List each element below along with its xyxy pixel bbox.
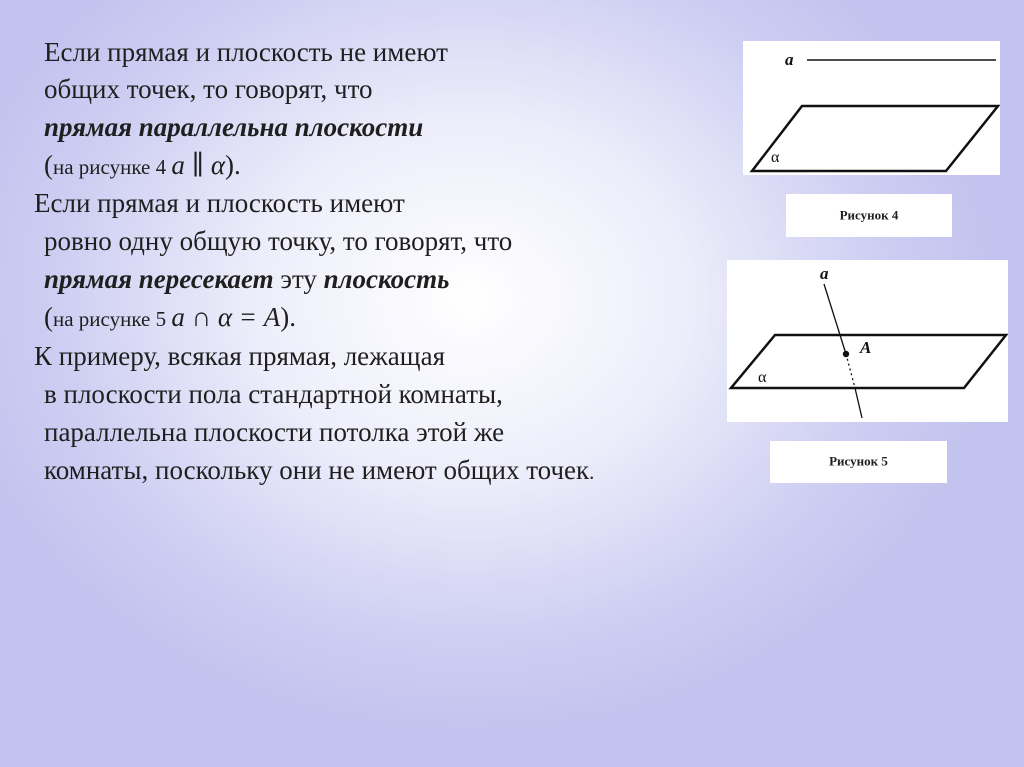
point-A-label: A: [860, 338, 872, 357]
p2-line4: [44, 300, 296, 336]
figure-5-caption-text: Рисунок 5: [829, 453, 888, 469]
p3-line3: параллельна плоскости потолка этой же: [44, 417, 505, 447]
figure-4-drawing: [743, 41, 1000, 175]
figure-4-caption: [786, 194, 952, 237]
figure-4-caption-text: Рисунок 4: [839, 207, 899, 223]
plane-alpha-label: α: [771, 149, 780, 166]
p2-formula: a ∩ α = A: [171, 302, 281, 332]
p1-line2: общих точек, то говорят, что: [44, 74, 373, 104]
figure-5-caption: [770, 441, 947, 483]
p2-mid-text: эту: [273, 264, 324, 294]
line-a-label: a: [785, 50, 794, 69]
p2-plane-word: плоскость: [323, 264, 450, 294]
line-a-label: a: [820, 264, 829, 283]
p1-figure-ref: на рисунке 4: [53, 155, 172, 179]
p3-line2: в плоскости пола стандартной комнаты,: [44, 379, 503, 409]
figure-5: [727, 260, 1008, 422]
p1-line1: Если прямая и плоскость не имеют: [44, 37, 448, 67]
p1-line4: [44, 148, 241, 184]
p2-line1: Если прямая и плоскость имеют: [34, 188, 405, 218]
p2-line2: ровно одну общую точку, то говорят, что: [44, 226, 513, 256]
p2-definition-bold: прямая пересекает: [44, 264, 274, 294]
p3-line4: [44, 453, 594, 489]
figure-4: [743, 41, 1000, 175]
p1-line3-definition: прямая параллельна плоскости: [44, 112, 424, 142]
line-a-hidden: [846, 354, 855, 388]
p1-formula: a ∥ α: [171, 150, 225, 180]
line-a-lower: [855, 388, 862, 418]
p2-figure-ref: на рисунке 5: [53, 307, 172, 331]
p2-close-paren: ).: [280, 302, 296, 332]
p2-open-paren: (: [44, 302, 53, 332]
p1-open-paren: (: [44, 150, 53, 180]
p2-line3: [44, 262, 450, 296]
p3-line4-period: .: [589, 460, 595, 484]
p3-line1: К примеру, всякая прямая, лежащая: [34, 341, 445, 371]
plane-alpha: [752, 106, 998, 171]
plane-alpha-label: α: [758, 369, 767, 386]
p3-line4-text: комнаты, поскольку они не имеют общих точек: [44, 455, 590, 485]
figure-5-drawing: [727, 260, 1008, 422]
point-A: [843, 351, 849, 357]
line-a-upper: [824, 284, 846, 354]
p1-close-paren: ).: [225, 150, 241, 180]
